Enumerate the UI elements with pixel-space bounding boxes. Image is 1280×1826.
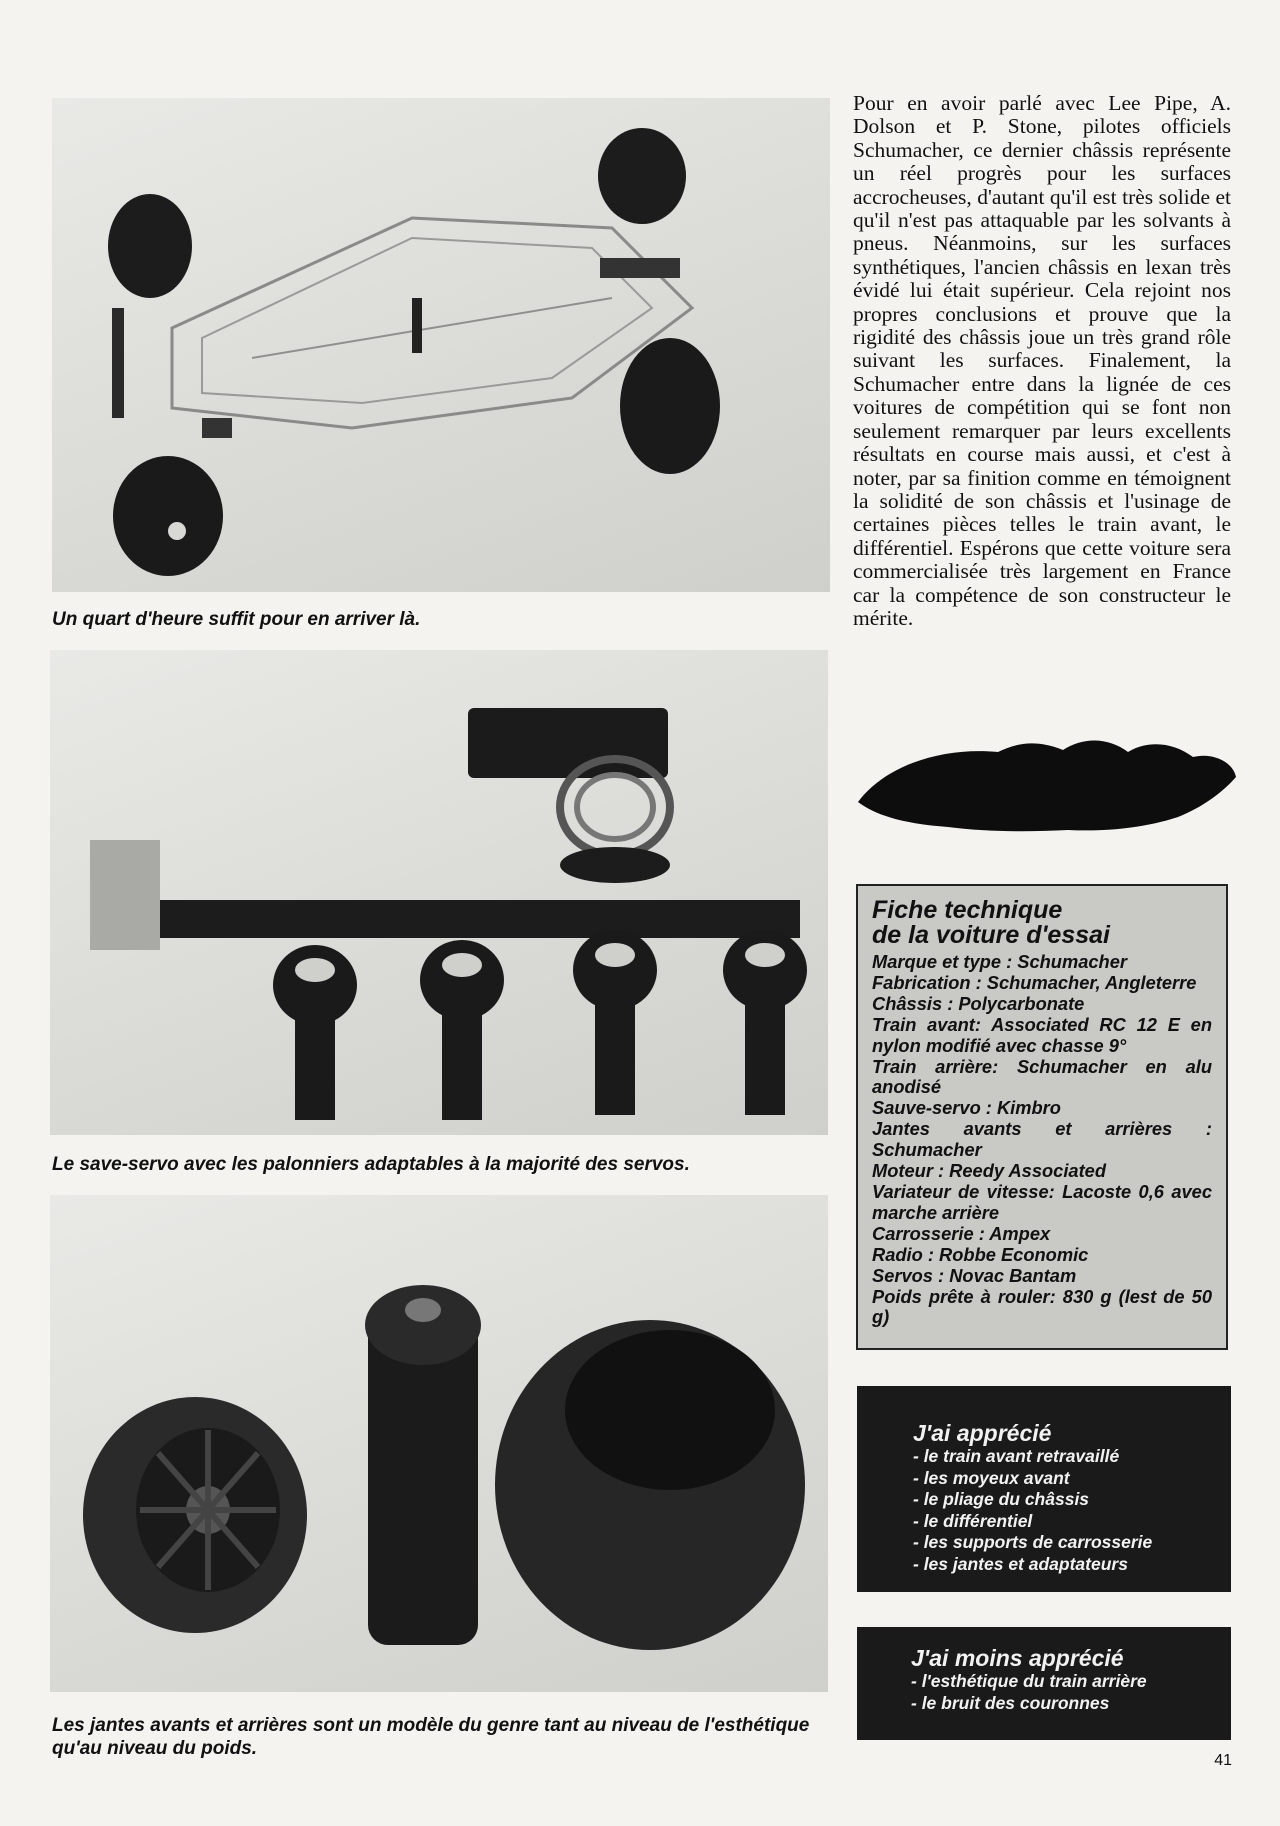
less-appreciated-item: - le bruit des couronnes <box>911 1692 1110 1713</box>
fiche-row: Carrosserie : Ampex <box>872 1222 1051 1244</box>
appreciated-title: J'ai apprécié <box>913 1420 1052 1446</box>
fiche-row: Jantes avants et arrières : Schumacher <box>872 1118 1212 1161</box>
appreciated-item: - les jantes et adaptateurs <box>913 1553 1128 1574</box>
fiche-title <box>872 898 1212 948</box>
brand-logo <box>848 732 1238 842</box>
article-paragraph: Pour en avoir parlé avec Lee Pipe, A. Dolson et P. Stone, pilotes officiels Schumacher, ce dernier châssis représente un réel progrès pour les surfaces accrocheuses, d'autant qu'il est très solide et qu'il n'est pas attaquable par les solvants à pneus. Néanmoins, sur les surfaces synthétiques, l'ancien châssis en lexan très évidé lui était supérieur. Cela rejoint nos propres conclusions et prouve que la rigidité des châssis joue un très grand rôle suivant les surfaces. Finalement, la Schumacher entre dans la lignée de ces voitures de compétition qui se font non seulement remarquer par leurs excellents résultats en course mais aussi, et c'est à noter, par sa finition comme en témoignent la solidité de son châssis et l'usinage de certaines pièces telles le train avant, le différentiel. Espérons que cette voiture sera commercialisée très largement en France car la compétence de son constructeur le mérite. <box>853 91 1231 630</box>
less-appreciated-item: - l'esthétique du train arrière <box>911 1671 1147 1691</box>
appreciated-item: - les supports de carrosserie <box>913 1532 1153 1552</box>
servo-photo <box>50 650 828 1135</box>
article-body <box>853 92 1231 630</box>
fiche-row: Sauve-servo : Kimbro <box>872 1097 1061 1119</box>
fiche-title-line2: de la voiture d'essai <box>872 921 1110 949</box>
appreciated-item: - le différentiel <box>913 1510 1033 1531</box>
fiche-row: Châssis : Polycarbonate <box>872 992 1085 1014</box>
less-appreciated-box <box>857 1627 1231 1740</box>
chassis-illustration <box>52 98 830 592</box>
servo-caption: Le save-servo avec les palonniers adaptables à la majorité des servos. <box>52 1154 690 1175</box>
fiche-row: Marque et type : Schumacher <box>872 951 1127 972</box>
wheels-caption: Les jantes avants et arrières sont un modèle du genre tant au niveau de l'esthétique qu'au niveau du poids. <box>52 1715 810 1759</box>
chassis-photo <box>52 98 830 592</box>
fiche-row: Radio : Robbe Economic <box>872 1243 1089 1265</box>
appreciated-item: - le pliage du châssis <box>913 1489 1090 1509</box>
appreciated-box <box>857 1386 1231 1592</box>
fiche-row: Variateur de vitesse: Lacoste 0,6 avec marche arrière <box>872 1180 1212 1223</box>
wheels-illustration <box>50 1195 828 1692</box>
appreciated-item: - les moyeux avant <box>913 1467 1070 1488</box>
appreciated-item: - le train avant retravaillé <box>913 1446 1120 1466</box>
fiche-row: Servos : Novac Bantam <box>872 1264 1077 1286</box>
fiche-technique-box <box>856 884 1228 1350</box>
less-appreciated-title: J'ai moins apprécié <box>911 1645 1124 1671</box>
page-number: 41 <box>1214 1752 1232 1769</box>
fiche-title-line1: Fiche technique <box>872 896 1063 924</box>
servo-illustration <box>50 650 828 1135</box>
fiche-row: Train avant: Associated RC 12 E en nylon modifié avec chasse 9° <box>872 1013 1212 1056</box>
fiche-row: Train arrière: Schumacher en alu anodisé <box>872 1055 1212 1098</box>
fiche-row: Poids prête à rouler: 830 g (lest de 50 g) <box>872 1285 1212 1328</box>
fiche-row: Fabrication : Schumacher, Angleterre <box>872 971 1197 993</box>
fiche-row: Moteur : Reedy Associated <box>872 1160 1106 1182</box>
wheels-photo <box>50 1195 828 1692</box>
chassis-caption: Un quart d'heure suffit pour en arriver là. <box>52 609 421 630</box>
